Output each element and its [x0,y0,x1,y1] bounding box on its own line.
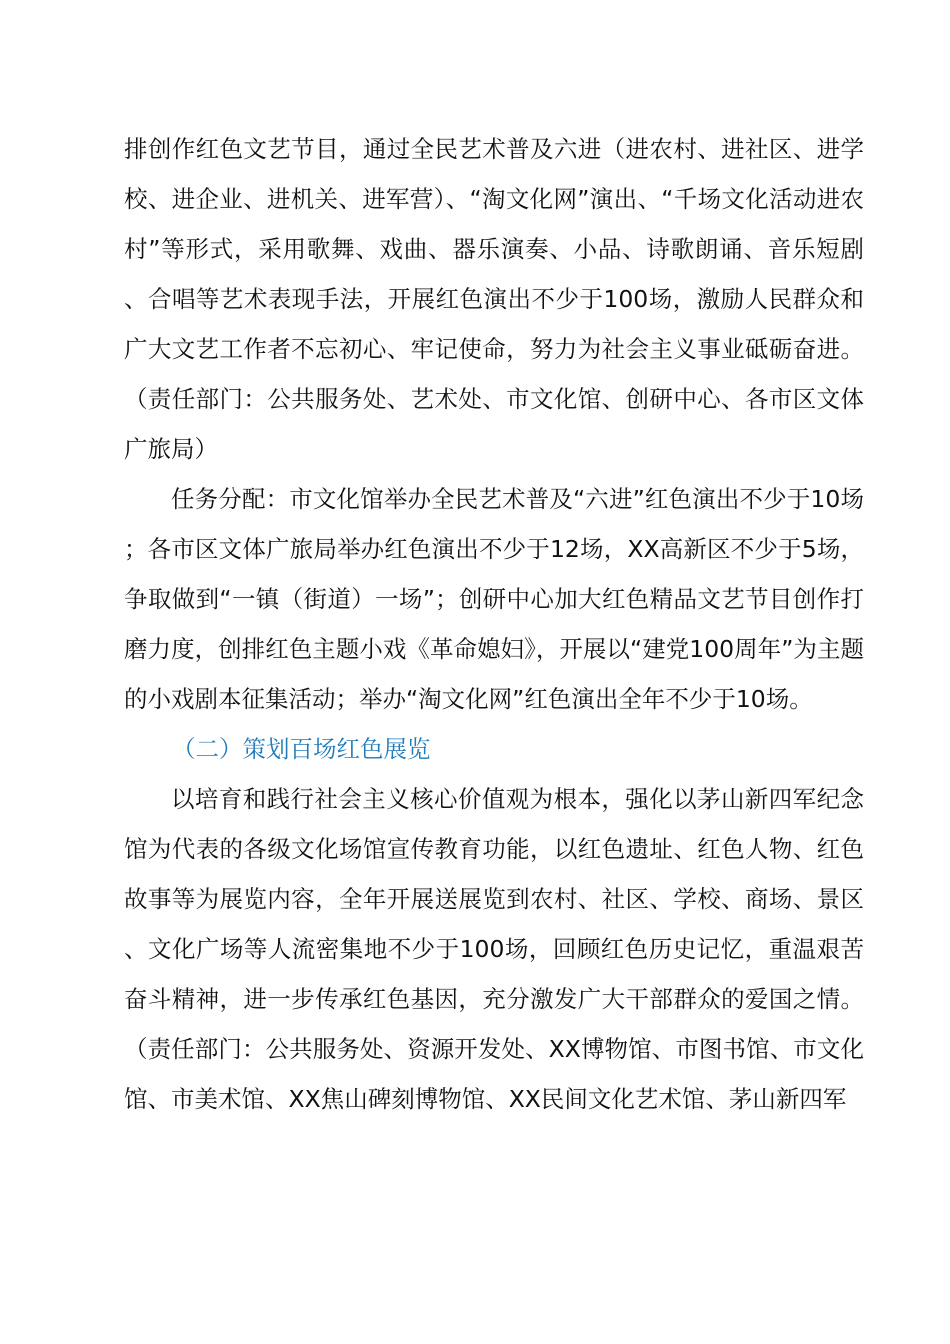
paragraph-red-performances: 排创作红色文艺节目，通过全民艺术普及六进（进农村、进社区、进学校、进企业、进机关、进军营）、“淘文化网”演出、“千场文化活动进农村”等形式，采用歌舞、戏曲、器乐演奏、小品、诗歌朗诵、音乐短剧、合唱等艺术表现手法，开展红色演出不少于100场，激励人民群众和广大文艺工作者不忘初心、牢记使命，努力为社会主义事业砥砺奋进。（责任部门：公共服务处、艺术处、市文化馆、创研中心、各市区文体广旅局） [124,135,864,463]
paragraph-red-exhibitions: 以培育和践行社会主义核心价值观为根本，强化以茅山新四军纪念馆为代表的各级文化场馆宣传教育功能，以红色遗址、红色人物、红色故事等为展览内容，全年开展送展览到农村、社区、学校、商场、景区、文化广场等人流密集地不少于100场，回顾红色历史记忆，重温艰苦奋斗精神，进一步传承红色基因，充分激发广大干部群众的爱国之情。（责任部门：公共服务处、资源开发处、XX博物馆、市图书馆、市文化馆、市美术馆、XX焦山碑刻博物馆、XX民间文化艺术馆、茅山新四军 [124,785,864,1113]
paragraph-task-assignment: 任务分配：市文化馆举办全民艺术普及“六进”红色演出不少于10场；各市区文体广旅局举办红色演出不少于12场，XX高新区不少于5场，争取做到“一镇（街道）一场”；创研中心加大红色精品文艺节目创作打磨力度，创排红色主题小戏《革命媳妇》，开展以“建党100周年”为主题的小戏剧本征集活动；举办“淘文化网”红色演出全年不少于10场。 [124,485,864,713]
section-heading: （二）策划百场红色展览 [172,735,431,763]
document-page [124,124,864,1124]
